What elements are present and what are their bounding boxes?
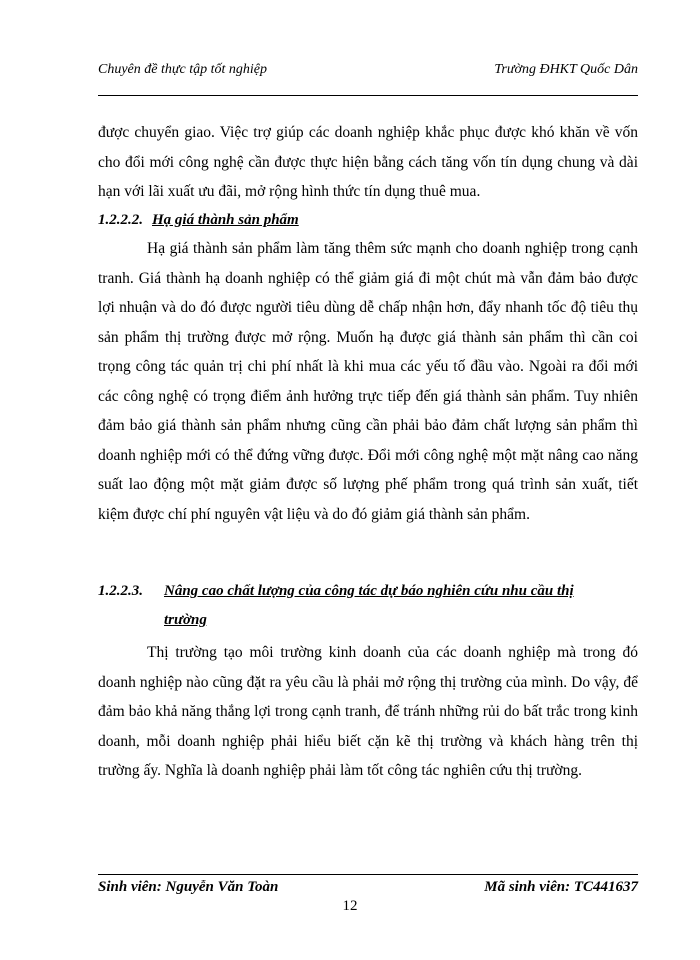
section-number: 1.2.2.3. bbox=[98, 583, 143, 599]
footer-student-id: Mã sinh viên: TC441637 bbox=[484, 879, 638, 895]
header-thesis-title: Chuyên đề thực tập tốt nghiệp bbox=[98, 62, 267, 77]
section-title-line-2: trường bbox=[164, 612, 207, 628]
section-heading-2 bbox=[98, 577, 638, 635]
page-header bbox=[98, 52, 638, 96]
section-title: Hạ giá thành sản phẩm bbox=[152, 212, 299, 228]
section-number: 1.2.2.2. bbox=[98, 212, 143, 228]
section-heading-1 bbox=[98, 206, 638, 235]
header-university: Trường ĐHKT Quốc Dân bbox=[494, 62, 638, 77]
section-2-body: Thị trường tạo môi trường kinh doanh của các doanh nghiệp mà trong đó doanh nghiệp nào cũng đặt ra yêu cầu là phải mở rộng thị trường của mình. Do vậy, để đảm bảo khả năng thắng lợi trong cạnh tranh, để tránh những rủi do bất trắc trong kinh doanh, mỗi doanh nghiệp phải hiểu biết cặn kẽ thị trường và khách hàng trên thị trường ấy. Nghĩa là doanh nghiệp phải làm tốt công tác nghiên cứu thị trường. bbox=[98, 644, 638, 779]
page-footer bbox=[98, 874, 638, 895]
section-title-line-1: Nâng cao chất lượng của công tác dự báo nghiên cứu nhu cầu thị bbox=[164, 583, 574, 599]
intro-paragraph: được chuyển giao. Việc trợ giúp các doanh nghiệp khắc phục được khó khăn về vốn cho đổi mới công nghệ cần được thực hiện bằng cách tăng vốn tín dụng chung và dài hạn với lãi xuất ưu đãi, mở rộng hình thức tín dụng thuê mua. bbox=[98, 124, 638, 200]
section-1-body: Hạ giá thành sản phẩm làm tăng thêm sức mạnh cho doanh nghiệp trong cạnh tranh. Giá thành hạ doanh nghiệp có thể giảm giá đi một chút mà vẫn đảm bảo được lợi nhuận và do đó được người tiêu dùng dễ chấp nhận hơn, đẩy nhanh tốc độ tiêu thụ sản phẩm thị trường được mở rộng. Muốn hạ được giá thành sản phẩm thì cần coi trọng công tác quản trị chi phí nhất là khi mua các yếu tố đầu vào. Ngoài ra đổi mới các công nghệ có trọng điểm ảnh hưởng trực tiếp đến giá thành sản phẩm. Tuy nhiên đảm bảo giá thành sản phẩm nhưng cũng cần phải bảo đảm chất lượng sản phẩm thì doanh nghiệp mới có thể đứng vững được. Đổi mới công nghệ một mặt nâng cao năng suất lao động một mặt giảm được số lượng phế phẩm trong quá trình sản xuất, tiết kiệm được chí phí nguyên vật liệu và do đó giảm giá thành sản phẩm. bbox=[98, 240, 638, 523]
footer-student-name: Sinh viên: Nguyễn Văn Toàn bbox=[98, 879, 279, 895]
page-number: 12 bbox=[342, 898, 358, 914]
